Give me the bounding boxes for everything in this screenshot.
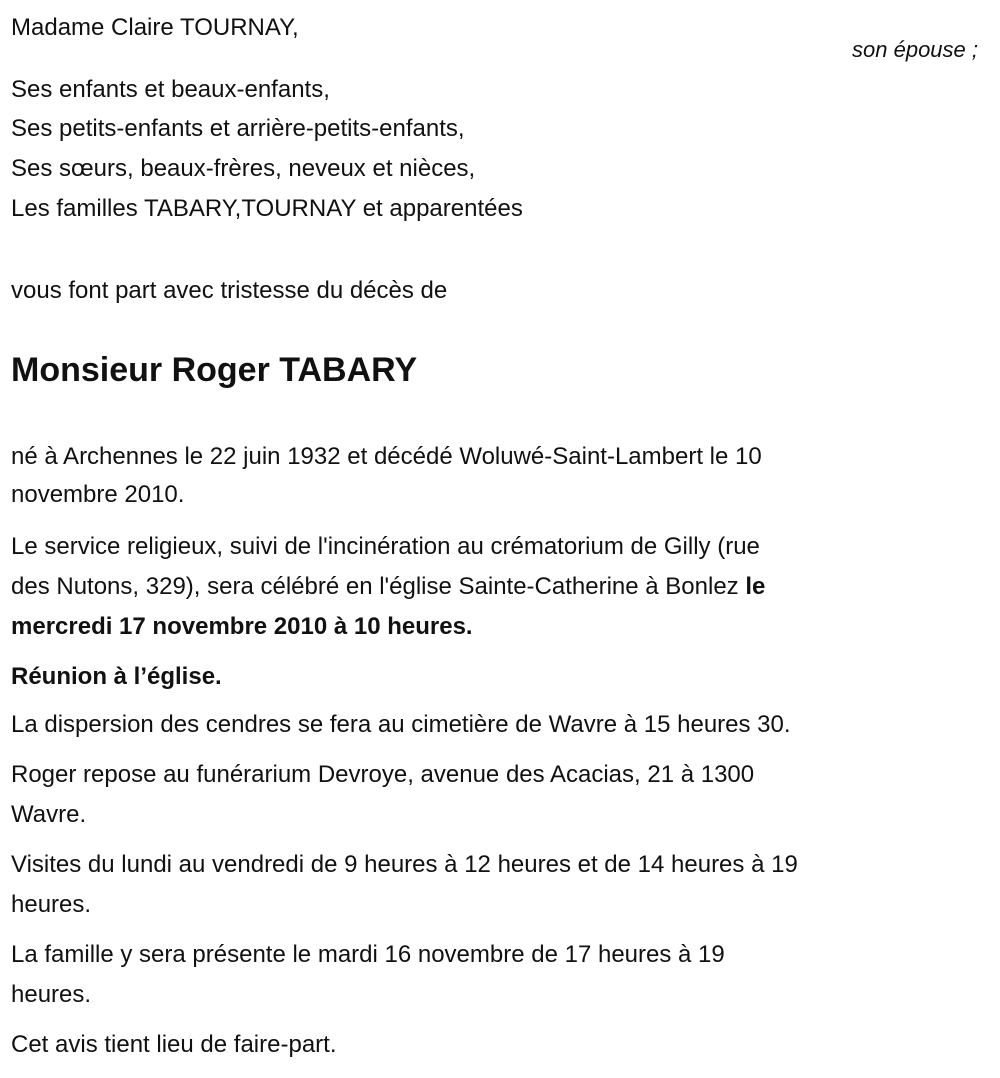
service-date-start: le <box>745 573 766 600</box>
intro-text: vous font part avec tristesse du décès de <box>11 277 448 304</box>
birth-line: né à Archennes le 22 juin 1932 et décédé Woluwé-Saint-Lambert le 10 <box>11 443 762 470</box>
dispersion-text: La dispersion des cendres se fera au cimetière de Wavre à 15 heures 30. <box>11 711 791 738</box>
spouse-name: Madame Claire TOURNAY, <box>11 14 299 41</box>
deceased-name: Monsieur Roger TABARY <box>11 351 418 389</box>
closing-text: Cet avis tient lieu de faire-part. <box>11 1031 337 1058</box>
spouse-role: son épouse ; <box>852 37 978 62</box>
family-presence-line: La famille y sera présente le mardi 16 novembre de 17 heures à 19 <box>11 941 725 968</box>
service-line: Le service religieux, suivi de l'incinération au crématorium de Gilly (rue <box>11 533 760 560</box>
service-line <box>11 572 765 602</box>
service-date: mercredi 17 novembre 2010 à 10 heures. <box>11 613 473 640</box>
family-presence-line: heures. <box>11 981 92 1008</box>
family-line: Ses enfants et beaux-enfants, <box>11 76 330 103</box>
visits-line: heures. <box>11 891 92 918</box>
rest-line: Roger repose au funérarium Devroye, avenue des Acacias, 21 à 1300 <box>11 761 755 788</box>
rest-line: Wavre. <box>11 801 87 828</box>
service-text: des Nutons, 329), sera célébré en l'église Sainte-Catherine à Bonlez <box>11 573 746 600</box>
birth-line: novembre 2010. <box>11 481 185 508</box>
family-line: Ses sœurs, beaux-frères, neveux et nièces, <box>11 155 476 182</box>
family-line: Ses petits-enfants et arrière-petits-enfants, <box>11 115 465 142</box>
family-line: Les familles TABARY,TOURNAY et apparentées <box>11 195 523 222</box>
visits-line: Visites du lundi au vendredi de 9 heures à 12 heures et de 14 heures à 19 <box>11 851 798 878</box>
meeting-text: Réunion à l’église. <box>11 663 222 690</box>
